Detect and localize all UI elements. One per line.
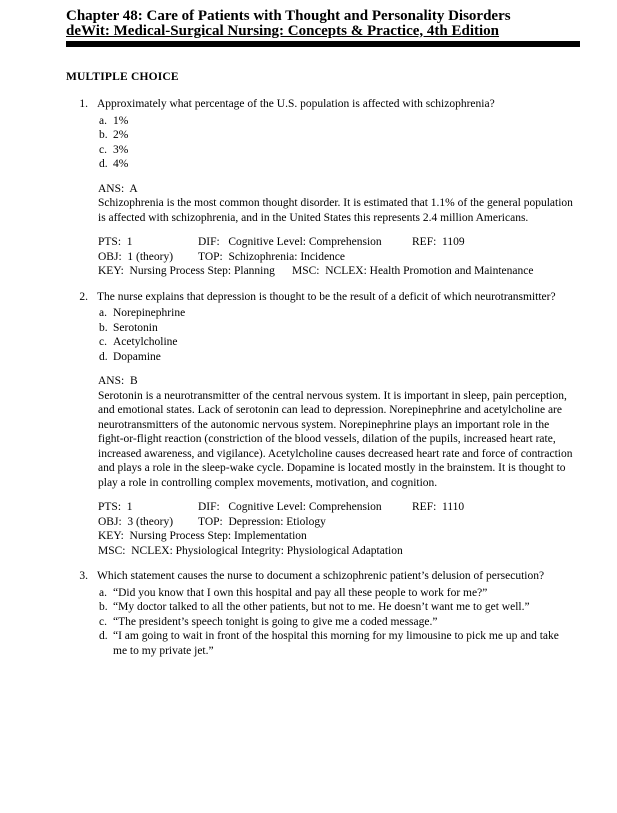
option-text: 1% [113, 114, 129, 127]
option-letter: b. [99, 321, 108, 334]
option-letter: b. [99, 129, 108, 141]
option-letter: a. [99, 586, 107, 599]
rationale-text: Serotonin is a neurotransmitter of the central nervous system. It is important in sleep, pain perception, and emotional states. Lack of serotonin can lead to depression. Norepinephrine and acetylcholine are neurotransmitters of the autonomic nervous system. Norepinephrine plays an important role in the fight-or-flight reaction (constriction of the blood vessels, dilation of the pupils, increased heart rate, increased awareness, and vigilance). Acetylcholine causes decreased heart rate and force of contraction and plays a role in the sleep-wake cycle. Dopamine is located mostly in the brainstem. It is thought to play a role in controlling complex movements, motivation, and cognition. [98, 389, 573, 489]
option-text: Norepinephrine [113, 307, 186, 319]
meta-line-4 [98, 544, 617, 559]
option-text: 2% [113, 129, 129, 141]
option-letter: c. [99, 336, 107, 348]
option-text: “The president’s speech tonight is going to give me a coded message.” [113, 615, 438, 628]
option-d [99, 350, 617, 365]
question-1-options [0, 114, 617, 172]
answer-block [98, 182, 576, 226]
option-text: “I am going to wait in front of the hospital this morning for my limousine to pick me up and take me to my private jet.” [113, 630, 559, 657]
option-c [99, 143, 617, 158]
answer-label: ANS: A [98, 182, 138, 195]
option-letter: d. [99, 158, 108, 170]
meta-ref: REF: 1109 [412, 236, 465, 248]
meta-line-1 [98, 235, 617, 250]
meta-line-1 [98, 500, 617, 515]
option-letter: c. [99, 143, 107, 156]
question-2-options [0, 306, 617, 364]
answer-block [98, 374, 576, 490]
question-number: 1. [79, 98, 88, 110]
meta-obj: OBJ: 3 (theory) [98, 515, 174, 528]
question-2 [0, 290, 617, 559]
meta-obj: OBJ: 1 (theory) [98, 250, 174, 263]
option-text: “Did you know that I own this hospital and pay all these people to work for me?” [113, 586, 488, 599]
option-text: Dopamine [113, 350, 161, 363]
option-d [99, 157, 617, 172]
questions-list [0, 97, 617, 658]
option-text: 4% [113, 158, 129, 170]
meta-dif: DIF: Cognitive Level: Comprehension [198, 501, 382, 513]
meta-line-3 [98, 264, 617, 279]
meta-key: KEY: Nursing Process Step: Planning [98, 265, 275, 277]
rationale-text: Schizophrenia is the most common thought disorder. It is estimated that 1.1% of the general population is affected with schizophrenia, and in the United States this represents 2.4 million Americans. [98, 197, 573, 224]
option-b [99, 321, 617, 336]
option-letter: c. [99, 615, 107, 628]
meta-block [98, 235, 617, 279]
answer-label: ANS: B [98, 375, 138, 387]
meta-key: KEY: Nursing Process Step: Implementation [98, 530, 307, 542]
question-2-stem-row [0, 290, 617, 305]
question-3 [0, 569, 617, 658]
question-3-options [0, 586, 617, 659]
meta-pts: PTS: 1 [98, 501, 133, 513]
meta-line-2 [98, 250, 617, 265]
question-number: 2. [79, 290, 88, 303]
question-stem: Which statement causes the nurse to document a schizophrenic patient’s delusion of persecution? [97, 570, 545, 582]
option-text: “My doctor talked to all the other patients, but not to me. He doesn’t want me to get well.” [113, 601, 530, 613]
option-a [99, 586, 617, 601]
meta-top: TOP: Schizophrenia: Incidence [198, 250, 346, 263]
document-header [66, 9, 580, 47]
question-1 [0, 97, 617, 279]
question-stem: Approximately what percentage of the U.S. population is affected with schizophrenia? [97, 98, 495, 110]
meta-msc: MSC: NCLEX: Health Promotion and Maintenance [292, 265, 534, 277]
option-b [99, 600, 617, 615]
option-letter: d. [99, 350, 108, 363]
meta-msc: MSC: NCLEX: Physiological Integrity: Physiological Adaptation [98, 544, 403, 557]
option-letter: a. [99, 307, 107, 319]
option-letter: a. [99, 114, 107, 127]
option-b [99, 128, 617, 143]
question-3-stem-row [0, 569, 617, 584]
meta-dif: DIF: Cognitive Level: Comprehension [198, 236, 382, 248]
chapter-title: Chapter 48: Care of Patients with Thought and Personality Disorders [66, 8, 511, 24]
meta-line-2 [98, 515, 617, 530]
option-text: Acetylcholine [113, 336, 178, 348]
question-stem: The nurse explains that depression is thought to be the result of a deficit of which neurotransmitter? [97, 290, 556, 303]
meta-block [98, 500, 617, 558]
section-heading: MULTIPLE CHOICE [66, 71, 179, 83]
option-a [99, 114, 617, 129]
book-title: deWit: Medical-Surgical Nursing: Concepts & Practice, 4th Edition [66, 22, 500, 39]
meta-line-3 [98, 529, 617, 544]
option-text: Serotonin [113, 321, 158, 334]
option-c [99, 335, 617, 350]
meta-top: TOP: Depression: Etiology [198, 515, 326, 528]
header-rule [66, 41, 580, 47]
option-c [99, 615, 617, 630]
question-1-stem-row [0, 97, 617, 112]
option-d [99, 629, 617, 658]
option-letter: b. [99, 601, 108, 613]
option-text: 3% [113, 143, 129, 156]
option-letter: d. [99, 630, 108, 642]
meta-ref: REF: 1110 [412, 501, 465, 513]
question-number: 3. [79, 570, 88, 582]
meta-pts: PTS: 1 [98, 236, 133, 248]
option-a [99, 306, 617, 321]
